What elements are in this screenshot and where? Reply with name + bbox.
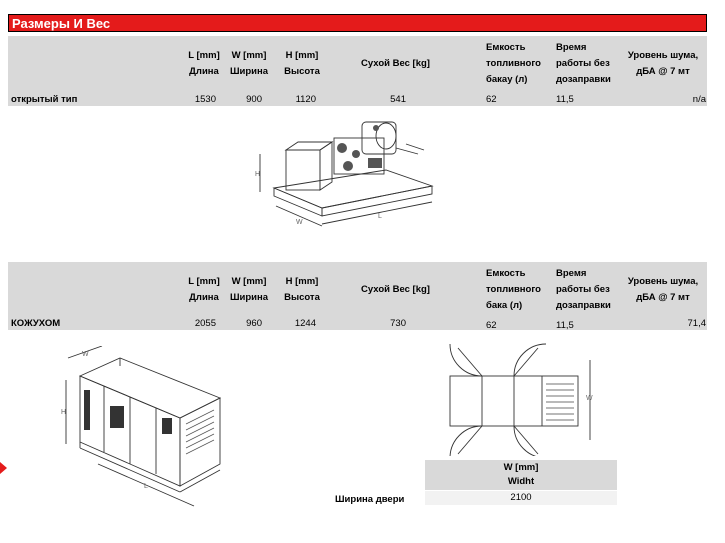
door-header-label: Widht [507,476,535,487]
cell-length: 2055 [194,318,216,329]
header-tank: Емкость топливного бакау (л) [486,42,541,85]
cell-width: 900 [246,94,262,105]
spec-table-header-open [8,36,707,94]
cell-width: 960 [246,318,262,329]
spec-row-canopy [8,318,707,330]
cell-noise: n/a [692,94,706,105]
row-label: открытый тип [11,94,78,105]
spec-table-header-canopy [8,262,707,320]
header-runtime: Время работы без дозаправки [556,268,611,311]
header-runtime: Время работы без дозаправки [556,42,611,85]
door-header-unit: W [mm] [503,462,539,473]
drawing-label-h: H [61,409,67,416]
header-width: W [mm] Ширина [229,50,269,77]
canopy-generator-drawing [58,346,228,512]
cell-dry-weight: 730 [390,318,406,329]
cell-height: 1120 [295,94,316,105]
cell-length: 1530 [194,94,216,105]
door-width-value: 2100 [425,491,617,505]
header-noise: Уровень шума, дБА @ 7 мт [627,50,699,77]
canopy-top-view-drawing [438,340,602,456]
open-generator-drawing [246,108,444,248]
cell-dry-weight: 541 [390,94,406,105]
section-title: Размеры И Вес [12,16,111,31]
header-length: L [mm] Длина [188,276,220,303]
header-dry-weight: Сухой Вес [kg] [361,284,430,295]
cell-height: 1244 [294,318,316,329]
page-marker-arrow-icon [0,462,7,474]
cell-runtime: 11,5 [556,320,574,331]
header-dry-weight: Сухой Вес [kg] [361,58,430,69]
spec-row-open [8,94,707,106]
drawing-label-l: L [144,483,148,490]
drawing-label-w: W [82,351,89,358]
cell-noise: 71,4 [687,318,706,329]
header-height: H [mm] Высота [284,50,320,77]
drawing-label-w: W [296,219,303,226]
header-height: H [mm] Высота [284,276,320,303]
header-noise: Уровень шума, дБА @ 7 мт [627,276,699,303]
header-length: L [mm] Длина [188,50,220,77]
door-table-header [425,460,617,490]
drawing-label-l: L [378,213,382,220]
drawing-label-w: W [586,395,593,402]
cell-tank: 62 [486,94,497,105]
cell-tank: 62 [486,320,497,331]
door-width-label: Ширина двери [335,494,405,505]
section-banner [8,14,707,32]
cell-runtime: 11,5 [556,94,574,105]
drawing-label-h: H [255,171,261,178]
header-width: W [mm] Ширина [229,276,269,303]
row-label: КОЖУХОМ [11,318,61,329]
header-tank: Емкость топливного бака (л) [486,268,541,311]
